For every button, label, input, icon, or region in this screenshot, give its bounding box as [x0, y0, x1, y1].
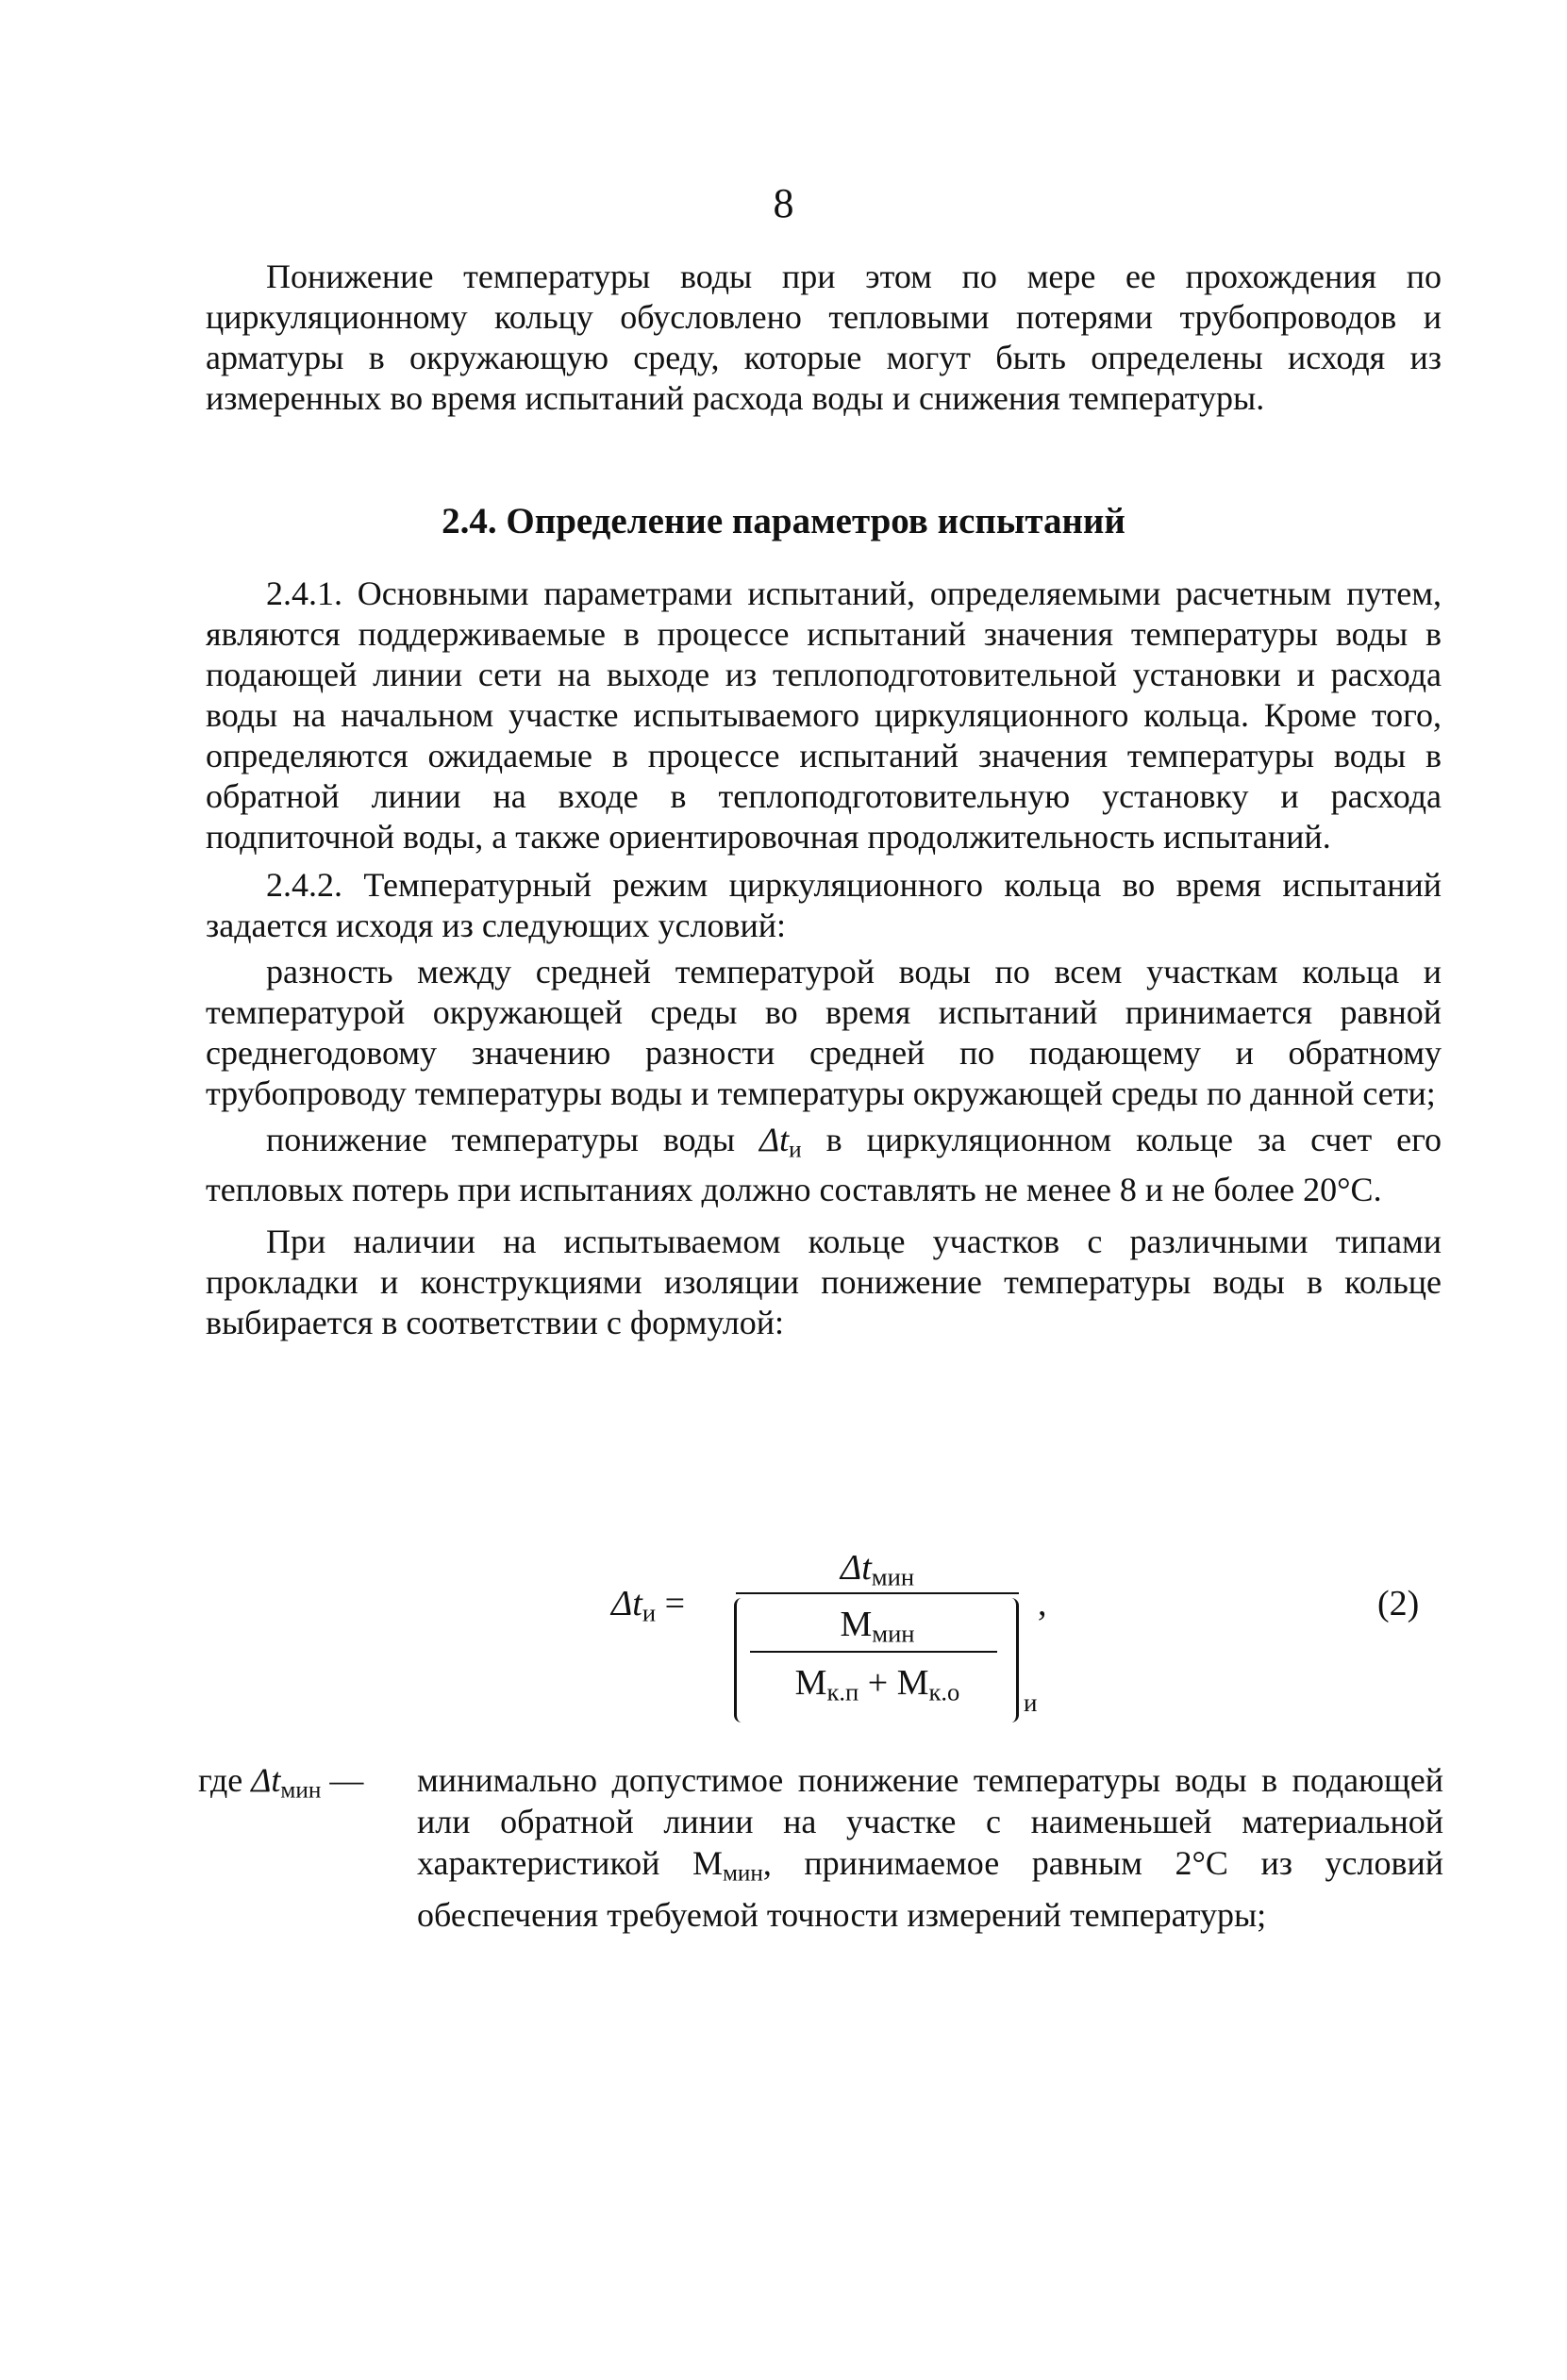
- formula-inner-denominator: $М_{к.п} + М_{к.о}$: [794, 1663, 960, 1706]
- formula-numerator: $\Delta t_{мин}$: [840, 1548, 915, 1591]
- delta-t-symbol: Δt: [759, 1121, 790, 1158]
- formula-main-fraction-bar: [736, 1592, 1019, 1594]
- formula-intro-paragraph: При наличии на испытываемом кольце участков с различными типами прокладки и конструкциями изоляции понижение температуры воды в кольце выбирается в соответствии с формулой:: [206, 1223, 1442, 1342]
- formula-2: [0, 1547, 1567, 1736]
- formula-comma: ,: [1038, 1584, 1047, 1623]
- formula-outer-subscript: и: [1024, 1689, 1038, 1717]
- page-number: 8: [773, 180, 794, 226]
- condition-1: разность между средней температурой воды по всем участкам кольца и температурой окружающей среды во время испытаний принимается равной среднегодовому значению разности средней по подающему и обратному трубопроводу температуры воды и температуры окружающей среды по данной сети;: [206, 953, 1442, 1112]
- formula-lhs: $\Delta t_и$ =: [611, 1584, 686, 1627]
- formula-inner-fraction-bar: [750, 1651, 997, 1653]
- section-heading: 2.4. Определение параметров испытаний: [442, 501, 1125, 541]
- formula-inner-numerator: $М_{мин}$: [840, 1605, 915, 1648]
- definition-text: минимально допустимое понижение температуры воды в подающей или обратной линии на участке с наименьшей материальной характеристикой $М_{мин}$, принимаемое равным 2°С из условий обеспечения требуемой точности измерений температуры;: [417, 1761, 1443, 1935]
- body-block: [206, 574, 1442, 1343]
- intro-block: [206, 257, 1442, 419]
- intro-paragraph: Понижение температуры воды при этом по мере ее прохождения по циркуляционному кольцу обусловлено тепловыми потерями трубопроводов и арматуры в окружающую среду, которые могут быть определены исходя из измеренных во время испытаний расхода воды и снижения температуры.: [206, 258, 1442, 417]
- definition-term: где $\Delta t_{мин}$ —: [198, 1761, 364, 1804]
- paragraph-2-4-2: 2.4.2. Температурный режим циркуляционного кольца во время испытаний задается исходя из следующих условий:: [206, 866, 1442, 944]
- formula-number: (2): [1377, 1584, 1420, 1623]
- paragraph-2-4-1: 2.4.1. Основными параметрами испытаний, определяемыми расчетным путем, являются поддерживаемые в процессе испытаний значения температуры воды в подающей линии сети на выходе из теплоподготовительной установки и расхода воды на начальном участке испытываемого циркуляционного кольца. Кроме того, определяются ожидаемые в процессе испытаний значения температуры воды в обратной линии на входе в теплоподготовительную установку и расхода подпиточной воды, а также ориентировочная продолжительность испытаний.: [206, 574, 1442, 856]
- condition-2: понижение температуры воды $\Delta t_и$ в циркуляционном кольце за счет его тепловых потерь при испытаниях должно составлять не менее 8 и не более 20°С.: [206, 1121, 1442, 1209]
